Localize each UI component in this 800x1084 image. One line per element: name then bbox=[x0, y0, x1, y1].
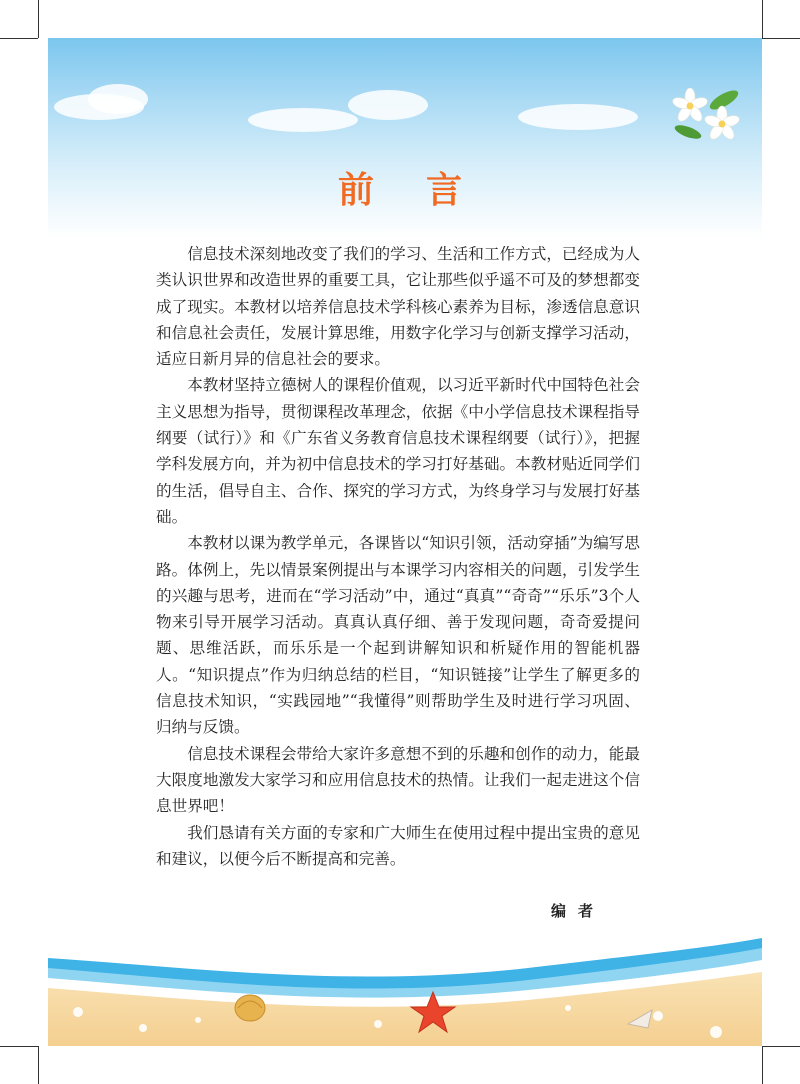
shell-icon bbox=[235, 995, 265, 1021]
paragraph: 信息技术深刻地改变了我们的学习、生活和工作方式，已经成为人类认识世界和改造世界的重要工具，它让那些似乎遥不可及的梦想都变成了现实。本教材以培养信息技术学科核心素养为目标，渗透信息意识和信息社会责任，发展计算思维，用数字化学习与创新支撑学习活动，适应日新月异的信息社会的要求。 bbox=[156, 245, 640, 369]
beach-illustration bbox=[48, 928, 762, 1046]
crop-mark-tl-v bbox=[38, 0, 39, 38]
author-signature: 编者 bbox=[551, 902, 606, 920]
crop-mark-tl-h bbox=[0, 38, 38, 39]
paragraph: 信息技术课程会带给大家许多意想不到的乐趣和创作的动力，能最大限度地激发大家学习和应用信息技术的热情。让我们一起走进这个信息世界吧！ bbox=[156, 744, 640, 816]
crop-mark-tr-v bbox=[762, 0, 763, 38]
cloud bbox=[348, 90, 428, 120]
crop-mark-br-h bbox=[762, 1046, 800, 1047]
paragraph: 本教材以课为教学单元，各课皆以“知识引领，活动穿插”为编写思路。体例上，先以情景案例提出与本课学习内容相关的问题，引发学生的兴趣与思考，进而在“学习活动”中，通过“真真”“奇奇”“乐乐”3个人物来引导开展学习活动。真真认真仔细、善于发现问题，奇奇爱提问题、思维活跃，而乐乐是一个起到讲解知识和析疑作用的智能机器人。“知识提点”作为归纳总结的栏目，“知识链接”让学生了解更多的信息技术知识，“实践园地”“我懂得”则帮助学生及时进行学习巩固、归纳与反馈。 bbox=[156, 534, 640, 737]
crop-mark-tr-h bbox=[762, 38, 800, 39]
frangipani-flowers-icon bbox=[668, 88, 750, 148]
crop-mark-bl-v bbox=[38, 1046, 39, 1084]
preface-body bbox=[156, 241, 640, 872]
page-title: 前言 bbox=[337, 170, 514, 211]
crop-mark-br-v bbox=[762, 1046, 763, 1084]
crop-mark-bl-h bbox=[0, 1046, 38, 1047]
paragraph: 本教材坚持立德树人的课程价值观，以习近平新时代中国特色社会主义思想为指导，贯彻课程改革理念，依据《中小学信息技术课程指导纲要（试行）》和《广东省义务教育信息技术课程纲要（试行）》，把握学科发展方向，并为初中信息技术的学习打好基础。本教材贴近同学们的生活，倡导自主、合作、探究的学习方式，为终身学习与发展打好基础。 bbox=[156, 376, 640, 526]
cloud bbox=[518, 104, 638, 130]
paragraph: 我们恳请有关方面的专家和广大师生在使用过程中提出宝贵的意见和建议，以便今后不断提高和完善。 bbox=[156, 823, 640, 868]
cloud bbox=[248, 108, 358, 132]
cloud bbox=[88, 84, 148, 114]
